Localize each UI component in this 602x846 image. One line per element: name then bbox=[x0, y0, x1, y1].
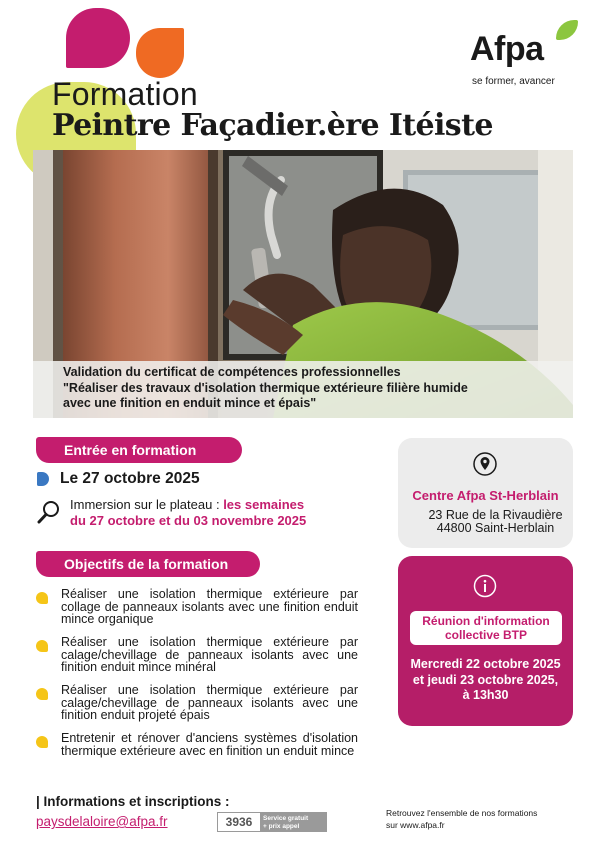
leaf-icon bbox=[556, 20, 578, 40]
phone-badge bbox=[217, 812, 327, 832]
footer-note-line: sur www.afpa.fr bbox=[386, 820, 445, 830]
objective-text: Entretenir et rénover d'anciens systèmes d'isolation thermique extérieure avec en finition un enduit mince bbox=[61, 731, 358, 758]
start-date: Le 27 octobre 2025 bbox=[60, 470, 200, 487]
orange-decor-shape bbox=[136, 28, 184, 78]
bullet-icon bbox=[36, 688, 48, 700]
center-name: Centre Afpa St-Herblain bbox=[412, 488, 559, 503]
title-formation: Formation bbox=[52, 76, 198, 112]
info-title-line: Réunion d'information bbox=[422, 614, 550, 628]
objective-text: Réaliser une isolation thermique extérieure par calage/chevillage de panneaux isolants avec une finition enduit mince minéral bbox=[61, 635, 358, 674]
calendar-icon bbox=[37, 472, 49, 486]
bullet-icon bbox=[36, 592, 48, 604]
bullet-icon bbox=[36, 640, 48, 652]
magenta-decor-shape bbox=[66, 8, 130, 68]
info-session-dates bbox=[398, 657, 573, 704]
bullet-icon bbox=[36, 736, 48, 748]
info-icon bbox=[473, 574, 497, 598]
objective-item bbox=[36, 588, 358, 626]
objective-item bbox=[36, 732, 358, 757]
phone-label bbox=[260, 813, 326, 831]
immersion-dates: du 27 octobre et du 03 novembre 2025 bbox=[70, 513, 307, 528]
footer-note bbox=[386, 807, 537, 831]
center-address-city: 44800 Saint-Herblain bbox=[436, 521, 555, 535]
title-job: Peintre Façadier.ère Itéiste bbox=[52, 108, 493, 143]
info-session-title bbox=[410, 611, 562, 645]
caption-line: "Réaliser des travaux d'isolation thermique extérieure filière humide bbox=[63, 380, 468, 395]
afpa-logo bbox=[470, 18, 582, 90]
entree-heading: Entrée en formation bbox=[36, 437, 242, 463]
location-card bbox=[398, 438, 573, 548]
logo-wordmark: Afpa bbox=[470, 30, 544, 68]
objective-item bbox=[36, 636, 358, 674]
immersion-text bbox=[70, 497, 306, 529]
center-address-street: 23 Rue de la Rivaudière bbox=[428, 508, 563, 522]
magnifier-icon bbox=[37, 500, 61, 526]
immersion-highlight: les semaines bbox=[223, 497, 305, 512]
objective-text: Réaliser une isolation thermique extérieure par calage/chevillage de panneaux isolants avec une finition enduit projeté épais bbox=[61, 683, 358, 722]
info-date-line: Mercredi 22 octobre 2025 bbox=[410, 657, 561, 671]
phone-number: 3936 bbox=[225, 815, 253, 829]
caption-line: avec une finition en enduit mince et épais" bbox=[63, 396, 317, 410]
caption-line: Validation du certificat de compétences professionnelles bbox=[63, 365, 401, 379]
map-pin-icon bbox=[473, 452, 497, 476]
objective-text: Réaliser une isolation thermique extérieure par collage de panneaux isolants avec une finition enduit mince organique bbox=[61, 587, 358, 626]
immersion-prefix: Immersion sur le plateau : bbox=[70, 497, 224, 512]
info-date-line: et jeudi 23 octobre 2025, bbox=[412, 672, 559, 687]
phone-label-line: + prix appel bbox=[263, 822, 300, 830]
info-session-card bbox=[398, 556, 573, 726]
objective-item bbox=[36, 684, 358, 722]
logo-tagline: se former, avancer bbox=[472, 76, 555, 87]
info-title-line: collective BTP bbox=[444, 628, 528, 642]
footer-note-line: Retrouvez l'ensemble de nos formations bbox=[386, 808, 538, 818]
info-date-line: à 13h30 bbox=[462, 688, 509, 702]
contact-email-link[interactable]: paysdelaloire@afpa.fr bbox=[36, 814, 168, 829]
contact-heading: | Informations et inscriptions : bbox=[36, 794, 230, 809]
objectifs-heading: Objectifs de la formation bbox=[36, 551, 260, 577]
photo-caption bbox=[33, 361, 573, 418]
phone-label-line: Service gratuit bbox=[263, 815, 309, 822]
